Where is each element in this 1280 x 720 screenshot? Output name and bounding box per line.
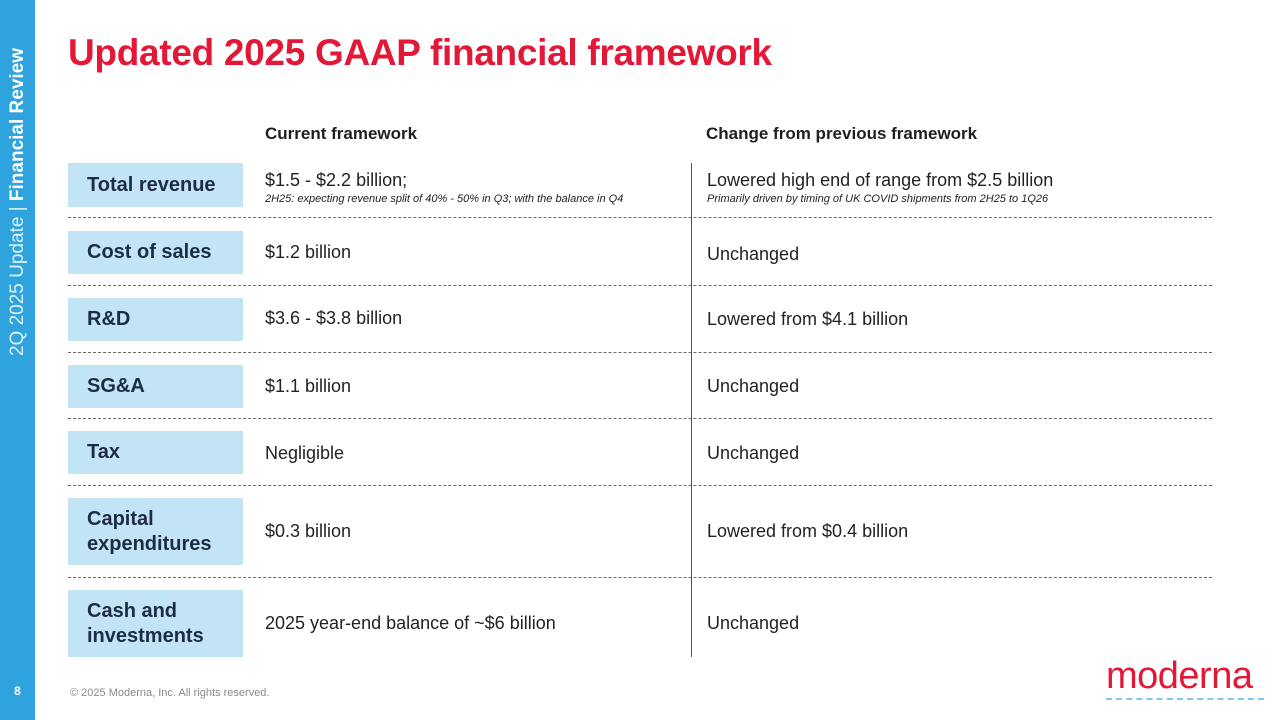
current-value-total-revenue: $1.5 - $2.2 billion; xyxy=(265,170,408,190)
row-separator xyxy=(68,352,1212,353)
row-label-rnd: R&D xyxy=(68,298,243,341)
row-label-total-revenue: Total revenue xyxy=(68,163,243,207)
current-note-total-revenue: 2H25: expecting revenue split of 40% - 50% in Q3; with the balance in Q4 xyxy=(265,193,624,205)
cell-current-rnd: $3.6 - $3.8 billion xyxy=(265,308,403,328)
cell-current-sga: $1.1 billion xyxy=(265,376,352,396)
cell-current-capital-expenditures: $0.3 billion xyxy=(265,521,352,541)
change-note-total-revenue: Primarily driven by timing of UK COVID shipments from 2H25 to 1Q26 xyxy=(707,193,1049,205)
cell-change-sga: Unchanged xyxy=(707,376,800,396)
cell-change-tax: Unchanged xyxy=(707,443,800,463)
change-value-total-revenue: Lowered high end of range from $2.5 billion xyxy=(707,170,1054,190)
header-change-framework: Change from previous framework xyxy=(706,124,978,143)
row-label-cash-and-investments-line1: Cash and xyxy=(87,599,178,622)
cell-current-tax: Negligible xyxy=(265,443,345,463)
row-separator xyxy=(68,485,1212,486)
cell-change-capital-expenditures: Lowered from $0.4 billion xyxy=(707,521,909,541)
row-separator xyxy=(68,285,1212,286)
cell-current-cost-of-sales: $1.2 billion xyxy=(265,242,352,262)
row-label-sga: SG&A xyxy=(68,365,243,408)
cell-change-rnd: Lowered from $4.1 billion xyxy=(707,309,909,329)
row-label-cost-of-sales: Cost of sales xyxy=(68,231,243,274)
sidebar xyxy=(0,0,35,720)
row-separator xyxy=(68,217,1212,218)
page-number: 8 xyxy=(14,684,21,698)
section-label-review: Financial Review xyxy=(7,47,28,202)
copyright-notice: © 2025 Moderna, Inc. All rights reserved. xyxy=(70,687,270,699)
page-title: Updated 2025 GAAP financial framework xyxy=(68,32,772,73)
cell-change-cost-of-sales: Unchanged xyxy=(707,244,800,264)
row-label-cash-and-investments xyxy=(68,590,243,657)
cell-current-cash-and-investments: 2025 year-end balance of ~$6 billion xyxy=(265,613,556,633)
row-label-cash-and-investments-line2: investments xyxy=(87,624,204,647)
row-label-capital-expenditures xyxy=(68,498,243,565)
column-divider xyxy=(691,163,692,657)
section-label-update: 2Q 2025 Update | xyxy=(7,201,28,357)
row-label-capital-expenditures-line1: Capital xyxy=(87,507,154,530)
cell-current-total-revenue xyxy=(265,170,623,205)
row-label-capital-expenditures-line2: expenditures xyxy=(87,532,212,555)
cell-change-total-revenue xyxy=(707,170,1053,205)
row-separator xyxy=(68,577,1212,578)
row-label-tax: Tax xyxy=(68,431,243,474)
moderna-logo xyxy=(1106,657,1266,702)
section-label xyxy=(3,22,33,382)
row-separator xyxy=(68,418,1212,419)
logo-underline xyxy=(1106,698,1264,700)
logo-wordmark: moderna xyxy=(1106,655,1253,697)
cell-change-cash-and-investments: Unchanged xyxy=(707,613,800,633)
header-current-framework: Current framework xyxy=(265,124,418,143)
